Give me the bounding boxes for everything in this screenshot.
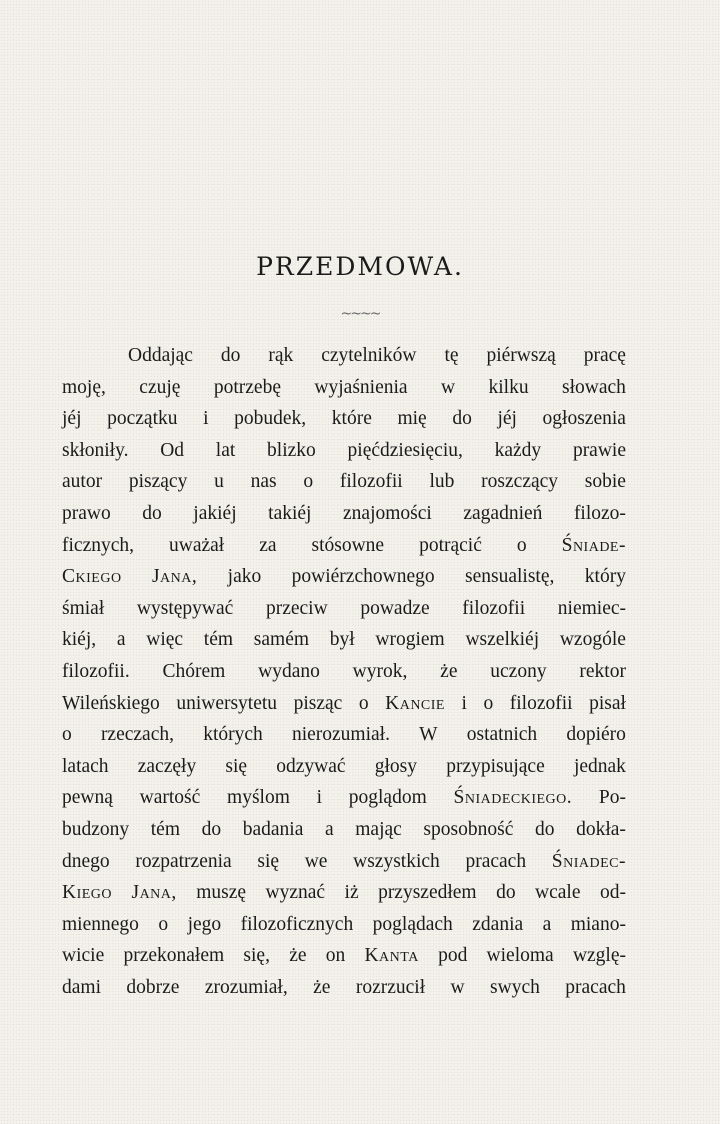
text-line: o rzeczach, których nierozumiał. W ostatnich dopiéro (62, 724, 626, 746)
text-line: Wileńskiego uniwersytetu pisząc o Kancie i o filozofii pisał (62, 692, 626, 714)
text-line: ficznych, uważał za stósowne potrącić o Śniade- (62, 534, 626, 556)
text-line: jéj początku i pobudek, które mię do jéj ogłoszenia (62, 408, 626, 430)
text-line: śmiał występywać przeciw powadze filozofii niemiec- (62, 597, 626, 619)
text-line: dami dobrze zrozumiał, że rozrzucił w swych pracach (62, 976, 626, 998)
text-line: prawo do jakiéj takiéj znajomości zagadnień filozo- (62, 502, 626, 524)
text-line: Oddając do rąk czytelników tę piérwszą pracę (128, 345, 626, 366)
text-line: autor piszący u nas o filozofii lub roszczący sobie (62, 471, 626, 493)
text-line: latach zaczęły się odzywać głosy przypisujące jednak (62, 755, 626, 777)
text-line: filozofii. Chórem wydano wyrok, że uczony rektor (62, 660, 626, 682)
text-line: dnego rozpatrzenia się we wszystkich pracach Śniadec- (62, 850, 626, 872)
text-line: moję, czuję potrzebę wyjaśnienia w kilku słowach (62, 376, 626, 398)
text-line: miennego o jego filozoficznych poglądach zdania a miano- (62, 913, 626, 935)
text-line: Ckiego Jana, jako powiérzchownego sensualistę, który (62, 566, 626, 588)
text-line: skłoniły. Od lat blizko pięćdziesięciu, każdy prawie (62, 439, 626, 461)
text-line: wicie przekonałem się, że on Kanta pod wieloma wzglę- (62, 945, 626, 967)
page-title: PRZEDMOWA. (256, 252, 464, 281)
text-line: pewną wartość myślom i poglądom Śniadeckiego. Po- (62, 787, 626, 809)
text-line: Kiego Jana, muszę wyznać iż przyszedłem do wcale od- (62, 882, 626, 904)
preface-text (62, 340, 626, 1003)
title-ornament: ~~~~ (340, 306, 380, 322)
text-line: kiéj, a więc tém samém był wrogiem wszelkiéj wzogóle (62, 629, 626, 651)
text-line: budzony tém do badania a mając sposobność do dokła- (62, 818, 626, 840)
